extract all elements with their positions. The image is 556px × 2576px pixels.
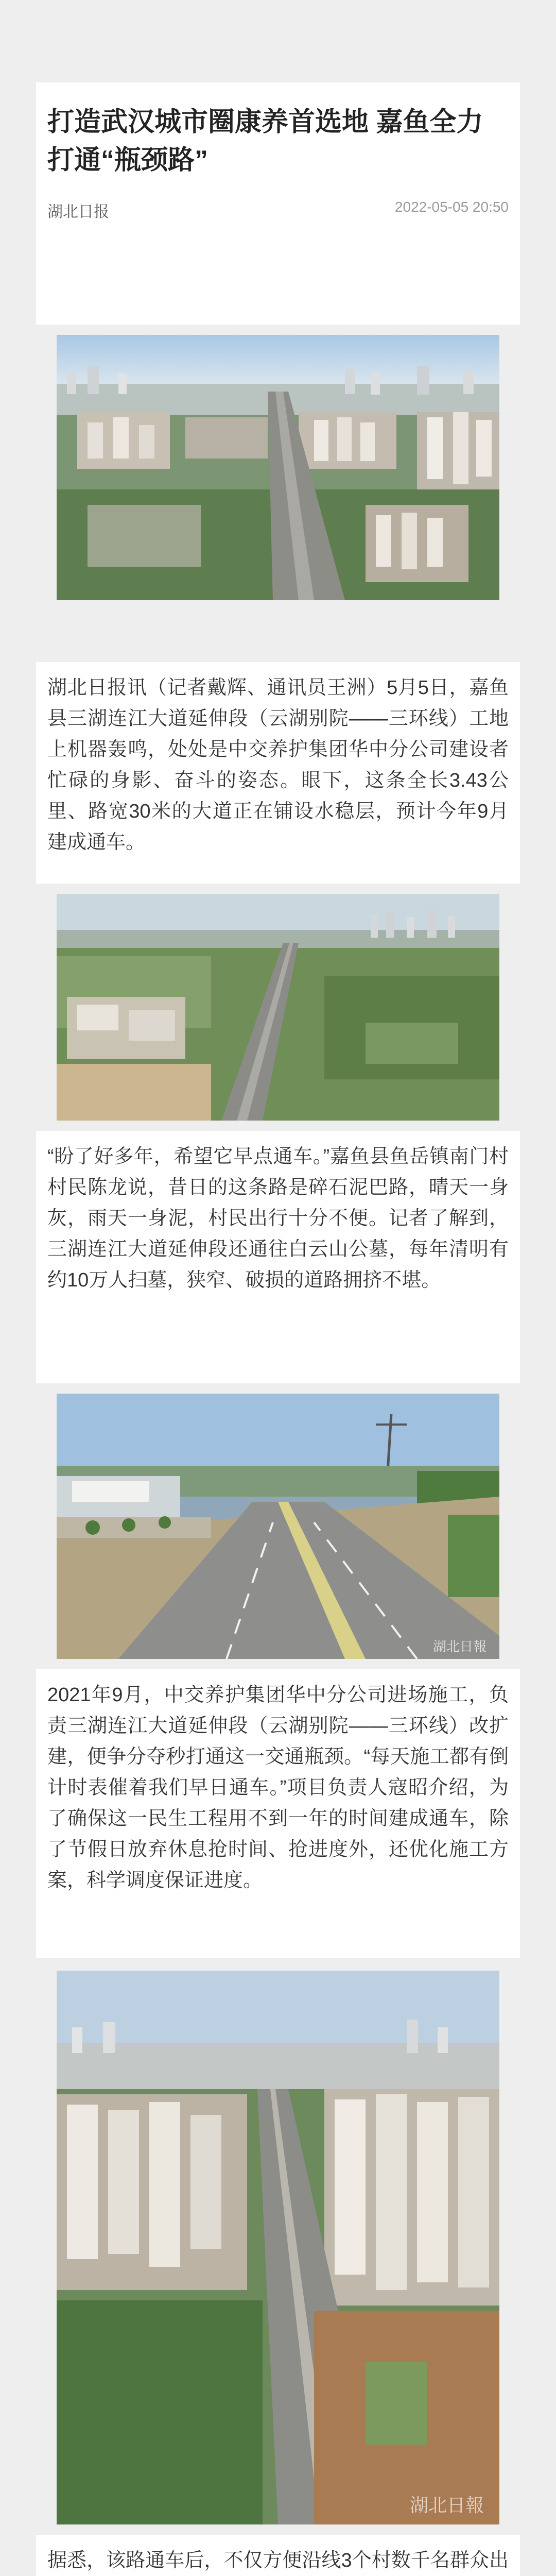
article-title: 打造武汉城市圈康养首选地 嘉鱼全力打通“瓶颈路” (47, 107, 483, 175)
source-name[interactable]: 湖北日报 (47, 204, 109, 221)
photo-aerial-road (57, 1971, 499, 2524)
body-panel-3 (36, 1669, 520, 1958)
paragraph-3: 2021年9月，中交养护集团华中分公司进场施工，负责三湖连江大道延伸段（云湖别院——三环线）改扩建，便争分夺秒打通这一交通瓶颈。“每天施工都有倒计时表催着我们早日通车。”项目负责人寇昭介绍，为了确保这一民生工程用不到一年的时间建成通车，除了节假日放弃休息抢时间、抢进度外，还优化施工方案，科学调度保证进度。 (47, 1684, 509, 1891)
article-meta (47, 194, 509, 225)
photo-road-fields (57, 894, 499, 1121)
body-panel-4 (36, 2535, 520, 2576)
body-panel-1 (36, 662, 520, 884)
header-panel (36, 82, 520, 325)
photo-wide-road (57, 1394, 499, 1659)
body-panel-2 (36, 1131, 520, 1383)
publish-date: 2022-05-05 20:50 (394, 199, 509, 215)
paragraph-4: 据悉，该路通车后，不仅方便沿线3个村数千名群众出 (47, 2550, 509, 2571)
watermark-4: 湖北日報 (409, 2495, 484, 2516)
paragraph-1: 湖北日报讯（记者戴辉、通讯员王洲）5月5日，嘉鱼县三湖连江大道延伸段（云湖别院——三环线）工地上机器轰鸣，处处是中交养护集团华中分公司建设者忙碌的身影、奋斗的姿态。眼下，这条全长3.43公里、路宽30米的大道正在铺设水稳层，预计今年9月建成通车。 (47, 677, 509, 853)
watermark-3: 湖北日報 (432, 1639, 486, 1655)
photo-aerial-city (57, 335, 499, 600)
paragraph-2: “盼了好多年，希望它早点通车。”嘉鱼县鱼岳镇南门村村民陈龙说，昔日的这条路是碎石泥巴路，晴天一身灰，雨天一身泥，村民出行十分不便。记者了解到，三湖连江大道延伸段还通往白云山公墓，每年清明有约10万人扫墓，狭窄、破损的道路拥挤不堪。 (47, 1146, 509, 1291)
